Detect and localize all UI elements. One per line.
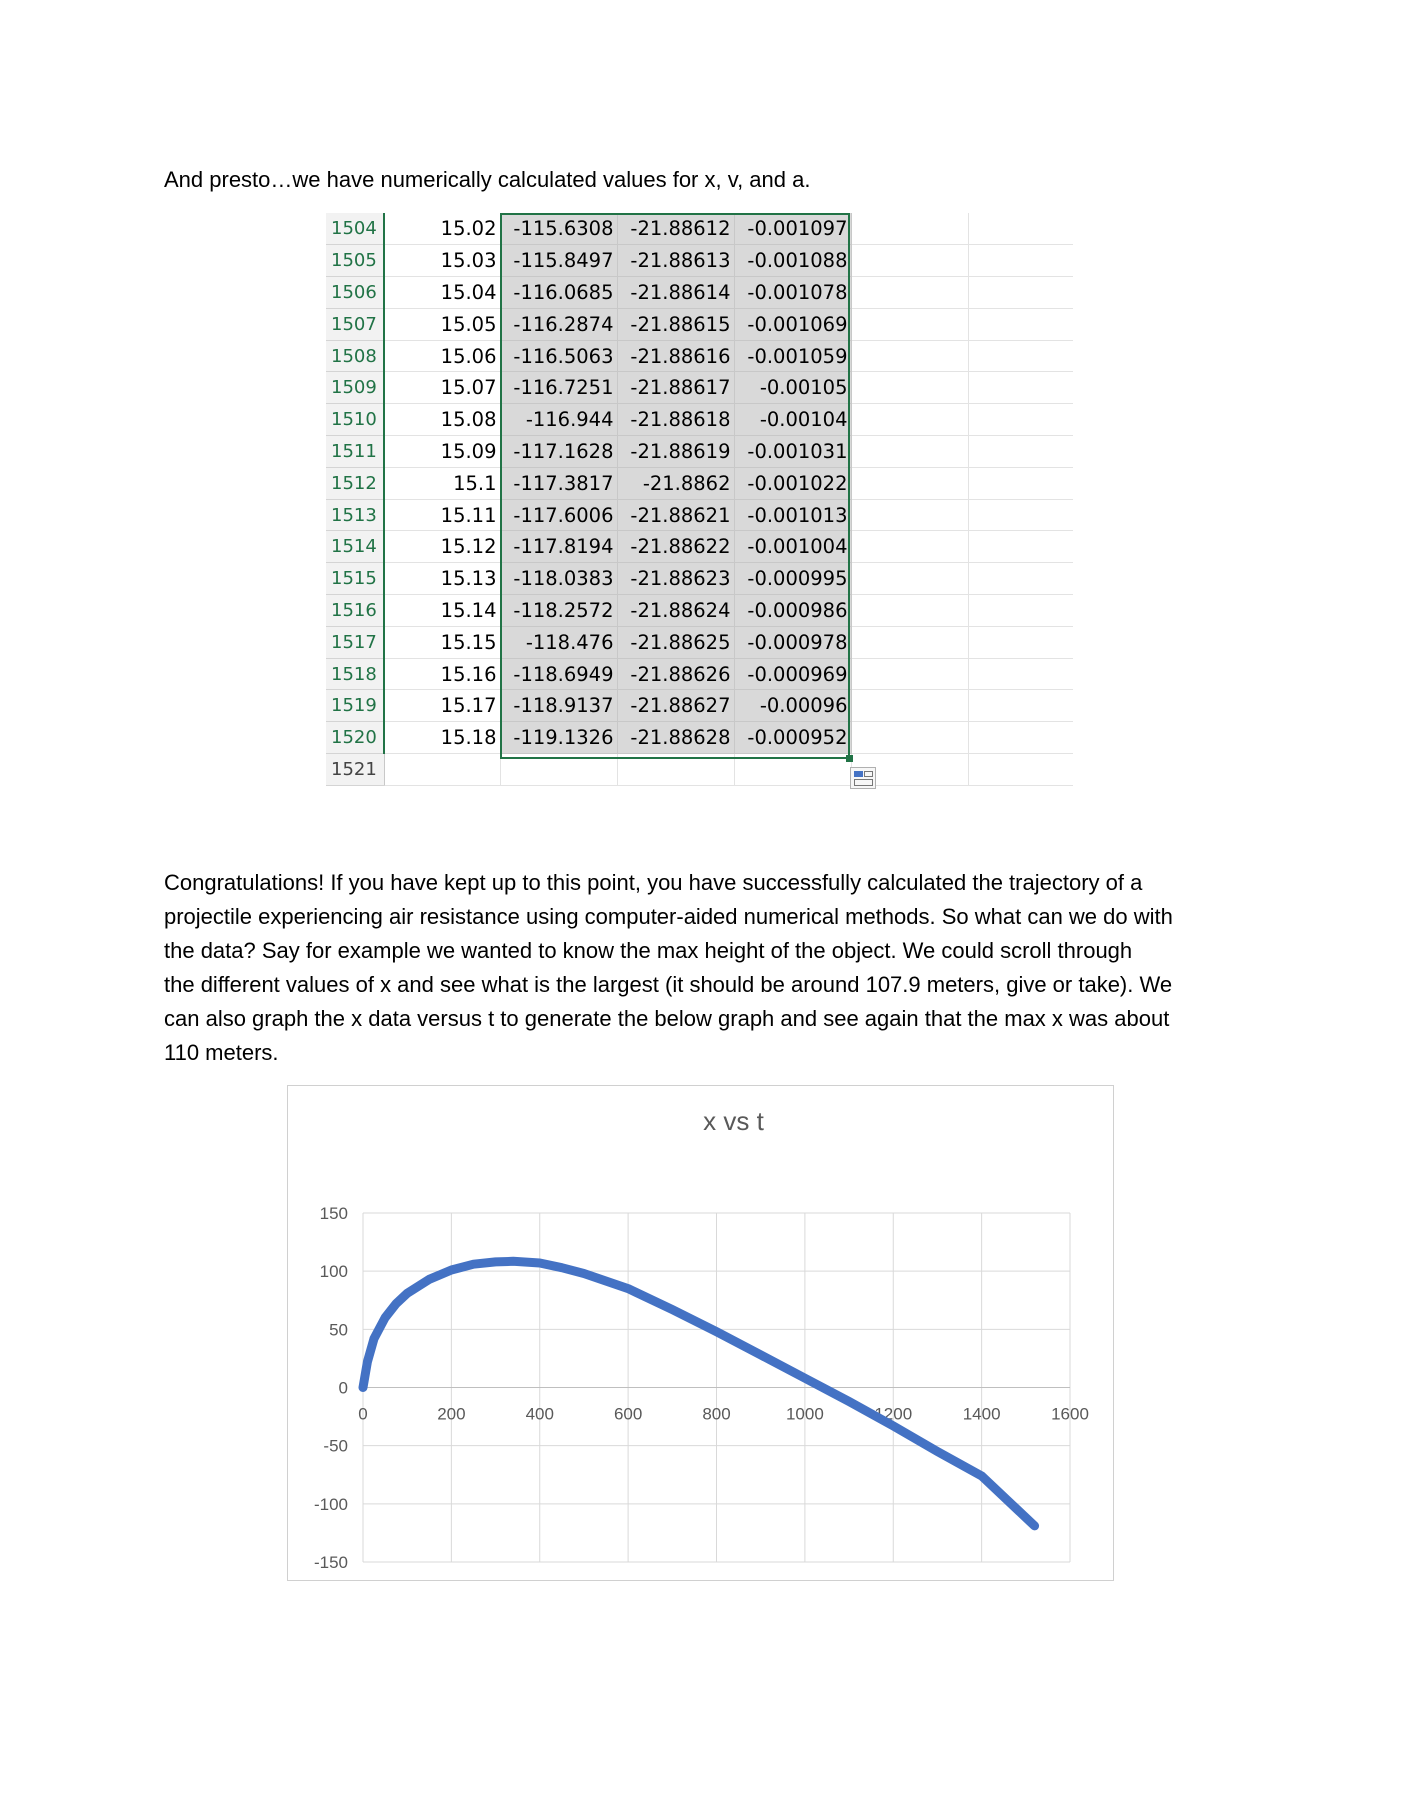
cell-empty[interactable] (851, 595, 968, 627)
row-header: 1515 (326, 563, 384, 595)
cell-v[interactable]: -21.88619 (617, 436, 734, 468)
cell-empty[interactable] (851, 531, 968, 563)
cell-a[interactable]: -0.001069 (734, 308, 851, 340)
cell-v[interactable]: -21.88617 (617, 372, 734, 404)
cell-v[interactable]: -21.88612 (617, 213, 734, 245)
chart-svg (288, 1086, 1115, 1582)
table-row (326, 436, 1073, 468)
cell-x[interactable]: -117.3817 (500, 467, 617, 499)
cell-empty[interactable] (851, 658, 968, 690)
cell-empty[interactable] (851, 372, 968, 404)
cell-x[interactable]: -118.0383 (500, 563, 617, 595)
cell-a[interactable]: -0.00105 (734, 372, 851, 404)
row-header: 1505 (326, 245, 384, 277)
cell-a[interactable]: -0.001022 (734, 467, 851, 499)
cell-empty[interactable] (851, 277, 968, 309)
table-row (326, 340, 1073, 372)
cell-t[interactable]: 15.02 (384, 213, 500, 245)
cell-empty[interactable] (500, 754, 617, 786)
cell-t[interactable]: 15.1 (384, 467, 500, 499)
cell-t[interactable]: 15.13 (384, 563, 500, 595)
cell-t[interactable]: 15.14 (384, 595, 500, 627)
spreadsheet (326, 213, 1073, 786)
cell-v[interactable]: -21.88627 (617, 690, 734, 722)
cell-empty[interactable] (968, 372, 1073, 404)
cell-empty[interactable] (384, 754, 500, 786)
cell-empty[interactable] (851, 690, 968, 722)
y-tick-label: 50 (329, 1320, 348, 1340)
spreadsheet-table (326, 213, 1073, 786)
cell-empty[interactable] (851, 245, 968, 277)
cell-t[interactable]: 15.04 (384, 277, 500, 309)
cell-a[interactable]: -0.000969 (734, 658, 851, 690)
cell-v[interactable]: -21.88628 (617, 722, 734, 754)
row-header: 1518 (326, 658, 384, 690)
cell-v[interactable]: -21.88621 (617, 499, 734, 531)
cell-t[interactable]: 15.06 (384, 340, 500, 372)
cell-empty[interactable] (851, 499, 968, 531)
cell-a[interactable]: -0.001097 (734, 213, 851, 245)
cell-empty[interactable] (968, 531, 1073, 563)
cell-empty[interactable] (968, 658, 1073, 690)
cell-t[interactable]: 15.17 (384, 690, 500, 722)
cell-x[interactable]: -116.944 (500, 404, 617, 436)
cell-v[interactable]: -21.88626 (617, 658, 734, 690)
x-tick-label: 1600 (1051, 1404, 1089, 1424)
table-row (326, 563, 1073, 595)
cell-empty[interactable] (851, 563, 968, 595)
cell-v[interactable]: -21.88622 (617, 531, 734, 563)
series-line-x (363, 1261, 1035, 1526)
cell-a[interactable]: -0.00104 (734, 404, 851, 436)
table-row (326, 531, 1073, 563)
cell-a[interactable]: -0.00096 (734, 690, 851, 722)
x-tick-label: 600 (613, 1404, 643, 1424)
row-header: 1510 (326, 404, 384, 436)
table-row (326, 372, 1073, 404)
table-row (326, 690, 1073, 722)
y-tick-label: 150 (319, 1204, 348, 1223)
cell-t[interactable]: 15.15 (384, 626, 500, 658)
cell-t[interactable]: 15.16 (384, 658, 500, 690)
cell-x[interactable]: -116.2874 (500, 308, 617, 340)
table-row (326, 308, 1073, 340)
row-header: 1508 (326, 340, 384, 372)
cell-empty[interactable] (968, 436, 1073, 468)
cell-empty[interactable] (968, 499, 1073, 531)
cell-empty[interactable] (968, 245, 1073, 277)
cell-x[interactable]: -119.1326 (500, 722, 617, 754)
congrats-line: projectile experiencing air resistance using computer-aided numerical methods. So what can we do with (164, 904, 1173, 929)
cell-a[interactable]: -0.000986 (734, 595, 851, 627)
row-header: 1509 (326, 372, 384, 404)
x-tick-label: 0 (358, 1404, 368, 1424)
cell-empty[interactable] (968, 340, 1073, 372)
cell-empty[interactable] (851, 404, 968, 436)
cell-t[interactable]: 15.08 (384, 404, 500, 436)
table-row (326, 467, 1073, 499)
cell-v[interactable]: -21.88613 (617, 245, 734, 277)
table-row (326, 245, 1073, 277)
table-row (326, 213, 1073, 245)
cell-x[interactable]: -117.6006 (500, 499, 617, 531)
cell-x[interactable]: -118.2572 (500, 595, 617, 627)
x-tick-label: 1000 (785, 1404, 824, 1424)
congrats-line: 110 meters. (164, 1040, 279, 1065)
cell-v[interactable]: -21.88618 (617, 404, 734, 436)
cell-v[interactable]: -21.88623 (617, 563, 734, 595)
table-row (326, 722, 1073, 754)
cell-a[interactable]: -0.000995 (734, 563, 851, 595)
quick-analysis-icon[interactable] (850, 767, 876, 789)
y-tick-label: -50 (323, 1436, 348, 1456)
cell-empty[interactable] (851, 436, 968, 468)
cell-empty[interactable] (617, 754, 734, 786)
cell-empty[interactable] (968, 467, 1073, 499)
y-tick-label: -100 (313, 1494, 348, 1514)
cell-empty[interactable] (851, 308, 968, 340)
row-header: 1506 (326, 277, 384, 309)
chart-title: x vs t (703, 1106, 764, 1136)
cell-x[interactable]: -118.6949 (500, 658, 617, 690)
table-row (326, 404, 1073, 436)
cell-x[interactable]: -115.6308 (500, 213, 617, 245)
cell-empty[interactable] (968, 626, 1073, 658)
y-tick-label: -150 (313, 1553, 348, 1572)
cell-empty[interactable] (851, 213, 968, 245)
cell-t[interactable]: 15.12 (384, 531, 500, 563)
cell-a[interactable]: -0.001078 (734, 277, 851, 309)
cell-t[interactable]: 15.07 (384, 372, 500, 404)
cell-a[interactable]: -0.001004 (734, 531, 851, 563)
cell-v[interactable]: -21.88624 (617, 595, 734, 627)
cell-a[interactable]: -0.001031 (734, 436, 851, 468)
table-row (326, 277, 1073, 309)
y-tick-label: 0 (338, 1378, 348, 1398)
row-header: 1511 (326, 436, 384, 468)
cell-empty[interactable] (968, 722, 1073, 754)
chart (287, 1085, 1114, 1581)
cell-empty[interactable] (968, 404, 1073, 436)
cell-empty[interactable] (851, 626, 968, 658)
x-tick-label: 1200 (874, 1404, 913, 1424)
table-row (326, 595, 1073, 627)
cell-v[interactable]: -21.88625 (617, 626, 734, 658)
row-header: 1504 (326, 213, 384, 245)
congrats-line: the different values of x and see what is the largest (it should be around 107.9 meters, give or take). We (164, 972, 1173, 997)
cell-empty[interactable] (851, 722, 968, 754)
table-row (326, 626, 1073, 658)
x-tick-label: 1400 (962, 1404, 1001, 1424)
row-header: 1519 (326, 690, 384, 722)
y-tick-label: 100 (319, 1262, 348, 1282)
cell-empty[interactable] (968, 308, 1073, 340)
cell-x[interactable]: -118.476 (500, 626, 617, 658)
table-row (326, 658, 1073, 690)
row-header: 1512 (326, 467, 384, 499)
cell-a[interactable]: -0.001013 (734, 499, 851, 531)
cell-t[interactable]: 15.18 (384, 722, 500, 754)
cell-x[interactable]: -116.0685 (500, 277, 617, 309)
cell-v[interactable]: -21.88614 (617, 277, 734, 309)
cell-empty[interactable] (968, 754, 1073, 786)
row-header: 1520 (326, 722, 384, 754)
cell-t[interactable]: 15.09 (384, 436, 500, 468)
table-row (326, 499, 1073, 531)
x-tick-label: 200 (437, 1404, 466, 1424)
cell-t[interactable]: 15.03 (384, 245, 500, 277)
cell-x[interactable]: -118.9137 (500, 690, 617, 722)
cell-a[interactable]: -0.000978 (734, 626, 851, 658)
cell-empty[interactable] (968, 690, 1073, 722)
congrats-line: the data? Say for example we wanted to know the max height of the object. We could scroll through (164, 938, 1133, 963)
cell-t[interactable]: 15.11 (384, 499, 500, 531)
cell-empty[interactable] (734, 754, 851, 786)
cell-x[interactable]: -117.1628 (500, 436, 617, 468)
cell-x[interactable]: -117.8194 (500, 531, 617, 563)
row-header: 1514 (326, 531, 384, 563)
cell-a[interactable]: -0.000952 (734, 722, 851, 754)
row-header: 1516 (326, 595, 384, 627)
fill-handle[interactable] (846, 755, 853, 762)
table-row (326, 754, 1073, 786)
cell-t[interactable]: 15.05 (384, 308, 500, 340)
cell-empty[interactable] (968, 595, 1073, 627)
cell-x[interactable]: -116.7251 (500, 372, 617, 404)
cell-empty[interactable] (851, 467, 968, 499)
cell-v[interactable]: -21.88615 (617, 308, 734, 340)
row-header: 1521 (326, 754, 384, 786)
cell-a[interactable]: -0.001059 (734, 340, 851, 372)
cell-v[interactable]: -21.8862 (617, 467, 734, 499)
cell-empty[interactable] (968, 277, 1073, 309)
cell-empty[interactable] (968, 563, 1073, 595)
row-header: 1507 (326, 308, 384, 340)
x-tick-label: 800 (702, 1404, 731, 1424)
x-tick-label: 400 (525, 1404, 554, 1424)
cell-a[interactable]: -0.001088 (734, 245, 851, 277)
row-header: 1513 (326, 499, 384, 531)
intro-text: And presto…we have numerically calculated values for x, v, and a. (164, 167, 811, 192)
cell-x[interactable]: -116.5063 (500, 340, 617, 372)
congrats-line: can also graph the x data versus t to generate the below graph and see again that the max x was about (164, 1006, 1170, 1031)
row-header: 1517 (326, 626, 384, 658)
cell-x[interactable]: -115.8497 (500, 245, 617, 277)
cell-empty[interactable] (968, 213, 1073, 245)
cell-v[interactable]: -21.88616 (617, 340, 734, 372)
cell-empty[interactable] (851, 340, 968, 372)
congrats-line: Congratulations! If you have kept up to this point, you have successfully calculated the trajectory of a (164, 870, 1143, 895)
congrats-paragraph (164, 866, 1254, 1070)
